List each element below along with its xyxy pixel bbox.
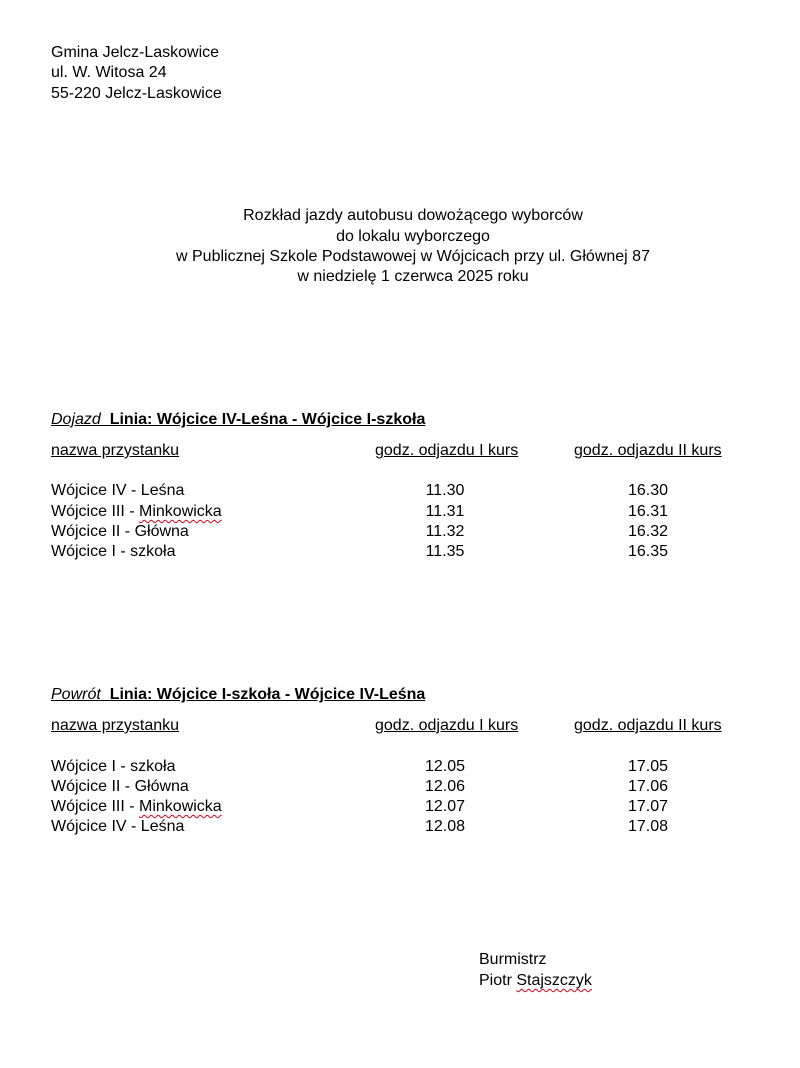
stop-spellchecked: Minkowicka — [139, 503, 222, 520]
table-row-time-1: 11.32 — [425, 523, 465, 540]
outbound-header-course-2: godz. odjazdu II kurs — [574, 442, 722, 459]
stop-prefix: Wójcice III - — [51, 798, 140, 815]
signature-last-name: Stajszczyk — [516, 972, 592, 989]
table-row-time-1: 12.05 — [424, 758, 466, 775]
heading-line-1: Rozkład jazdy autobusu dowożącego wyborców — [243, 207, 583, 224]
return-header-stop: nazwa przystanku — [51, 717, 180, 734]
signature-name — [479, 971, 592, 991]
table-row-stop: Wójcice II - Główna — [51, 778, 189, 795]
table-row-stop — [51, 502, 222, 522]
table-row-stop — [51, 797, 222, 817]
table-row-time-2: 17.07 — [627, 798, 669, 815]
outbound-header-stop: nazwa przystanku — [51, 442, 180, 459]
table-row-time-1: 12.06 — [424, 778, 466, 795]
table-row-stop: Wójcice I - szkoła — [51, 543, 176, 560]
return-header-course-1: godz. odjazdu I kurs — [375, 717, 519, 734]
table-row-stop: Wójcice II - Główna — [51, 523, 189, 540]
table-row-time-2: 17.08 — [627, 818, 669, 835]
table-row-stop: Wójcice IV - Leśna — [51, 818, 185, 835]
table-row-time-1: 12.08 — [424, 818, 466, 835]
signature-first-name: Piotr — [479, 972, 517, 989]
outbound-route: Linia: Wójcice IV-Leśna - Wójcice I-szkoła — [109, 411, 426, 428]
table-row-time-1: 11.31 — [425, 503, 465, 520]
outbound-title — [51, 410, 425, 430]
address-line-3: 55-220 Jelcz-Laskowice — [51, 85, 222, 102]
address-line-2: ul. W. Witosa 24 — [51, 64, 167, 81]
table-row-time-2: 16.30 — [627, 482, 669, 499]
return-route: Linia: Wójcice I-szkoła - Wójcice IV-Leśna — [109, 686, 426, 703]
signature-title: Burmistrz — [479, 951, 547, 968]
stop-prefix: Wójcice III - — [51, 503, 140, 520]
table-row-time-1: 12.07 — [424, 798, 466, 815]
heading-line-3: w Publicznej Szkole Podstawowej w Wójcicach przy ul. Głównej 87 — [176, 248, 650, 265]
table-row-time-2: 17.06 — [627, 778, 669, 795]
outbound-header-course-1: godz. odjazdu I kurs — [375, 442, 519, 459]
table-row-time-1: 11.35 — [425, 543, 465, 560]
address-line-1: Gmina Jelcz-Laskowice — [51, 44, 220, 61]
return-title — [51, 685, 425, 705]
table-row-stop: Wójcice I - szkoła — [51, 758, 176, 775]
heading-line-4: w niedzielę 1 czerwca 2025 roku — [297, 268, 529, 285]
table-row-time-2: 17.05 — [627, 758, 669, 775]
table-row-stop: Wójcice IV - Leśna — [51, 482, 185, 499]
table-row-time-2: 16.35 — [627, 543, 669, 560]
table-row-time-1: 11.30 — [425, 482, 465, 499]
table-row-time-2: 16.32 — [627, 523, 669, 540]
heading-line-2: do lokalu wyborczego — [336, 228, 490, 245]
outbound-kind: Dojazd — [51, 411, 101, 428]
stop-spellchecked: Minkowicka — [139, 798, 222, 815]
return-header-course-2: godz. odjazdu II kurs — [574, 717, 722, 734]
table-row-time-2: 16.31 — [627, 503, 669, 520]
return-kind: Powrót — [51, 686, 101, 703]
